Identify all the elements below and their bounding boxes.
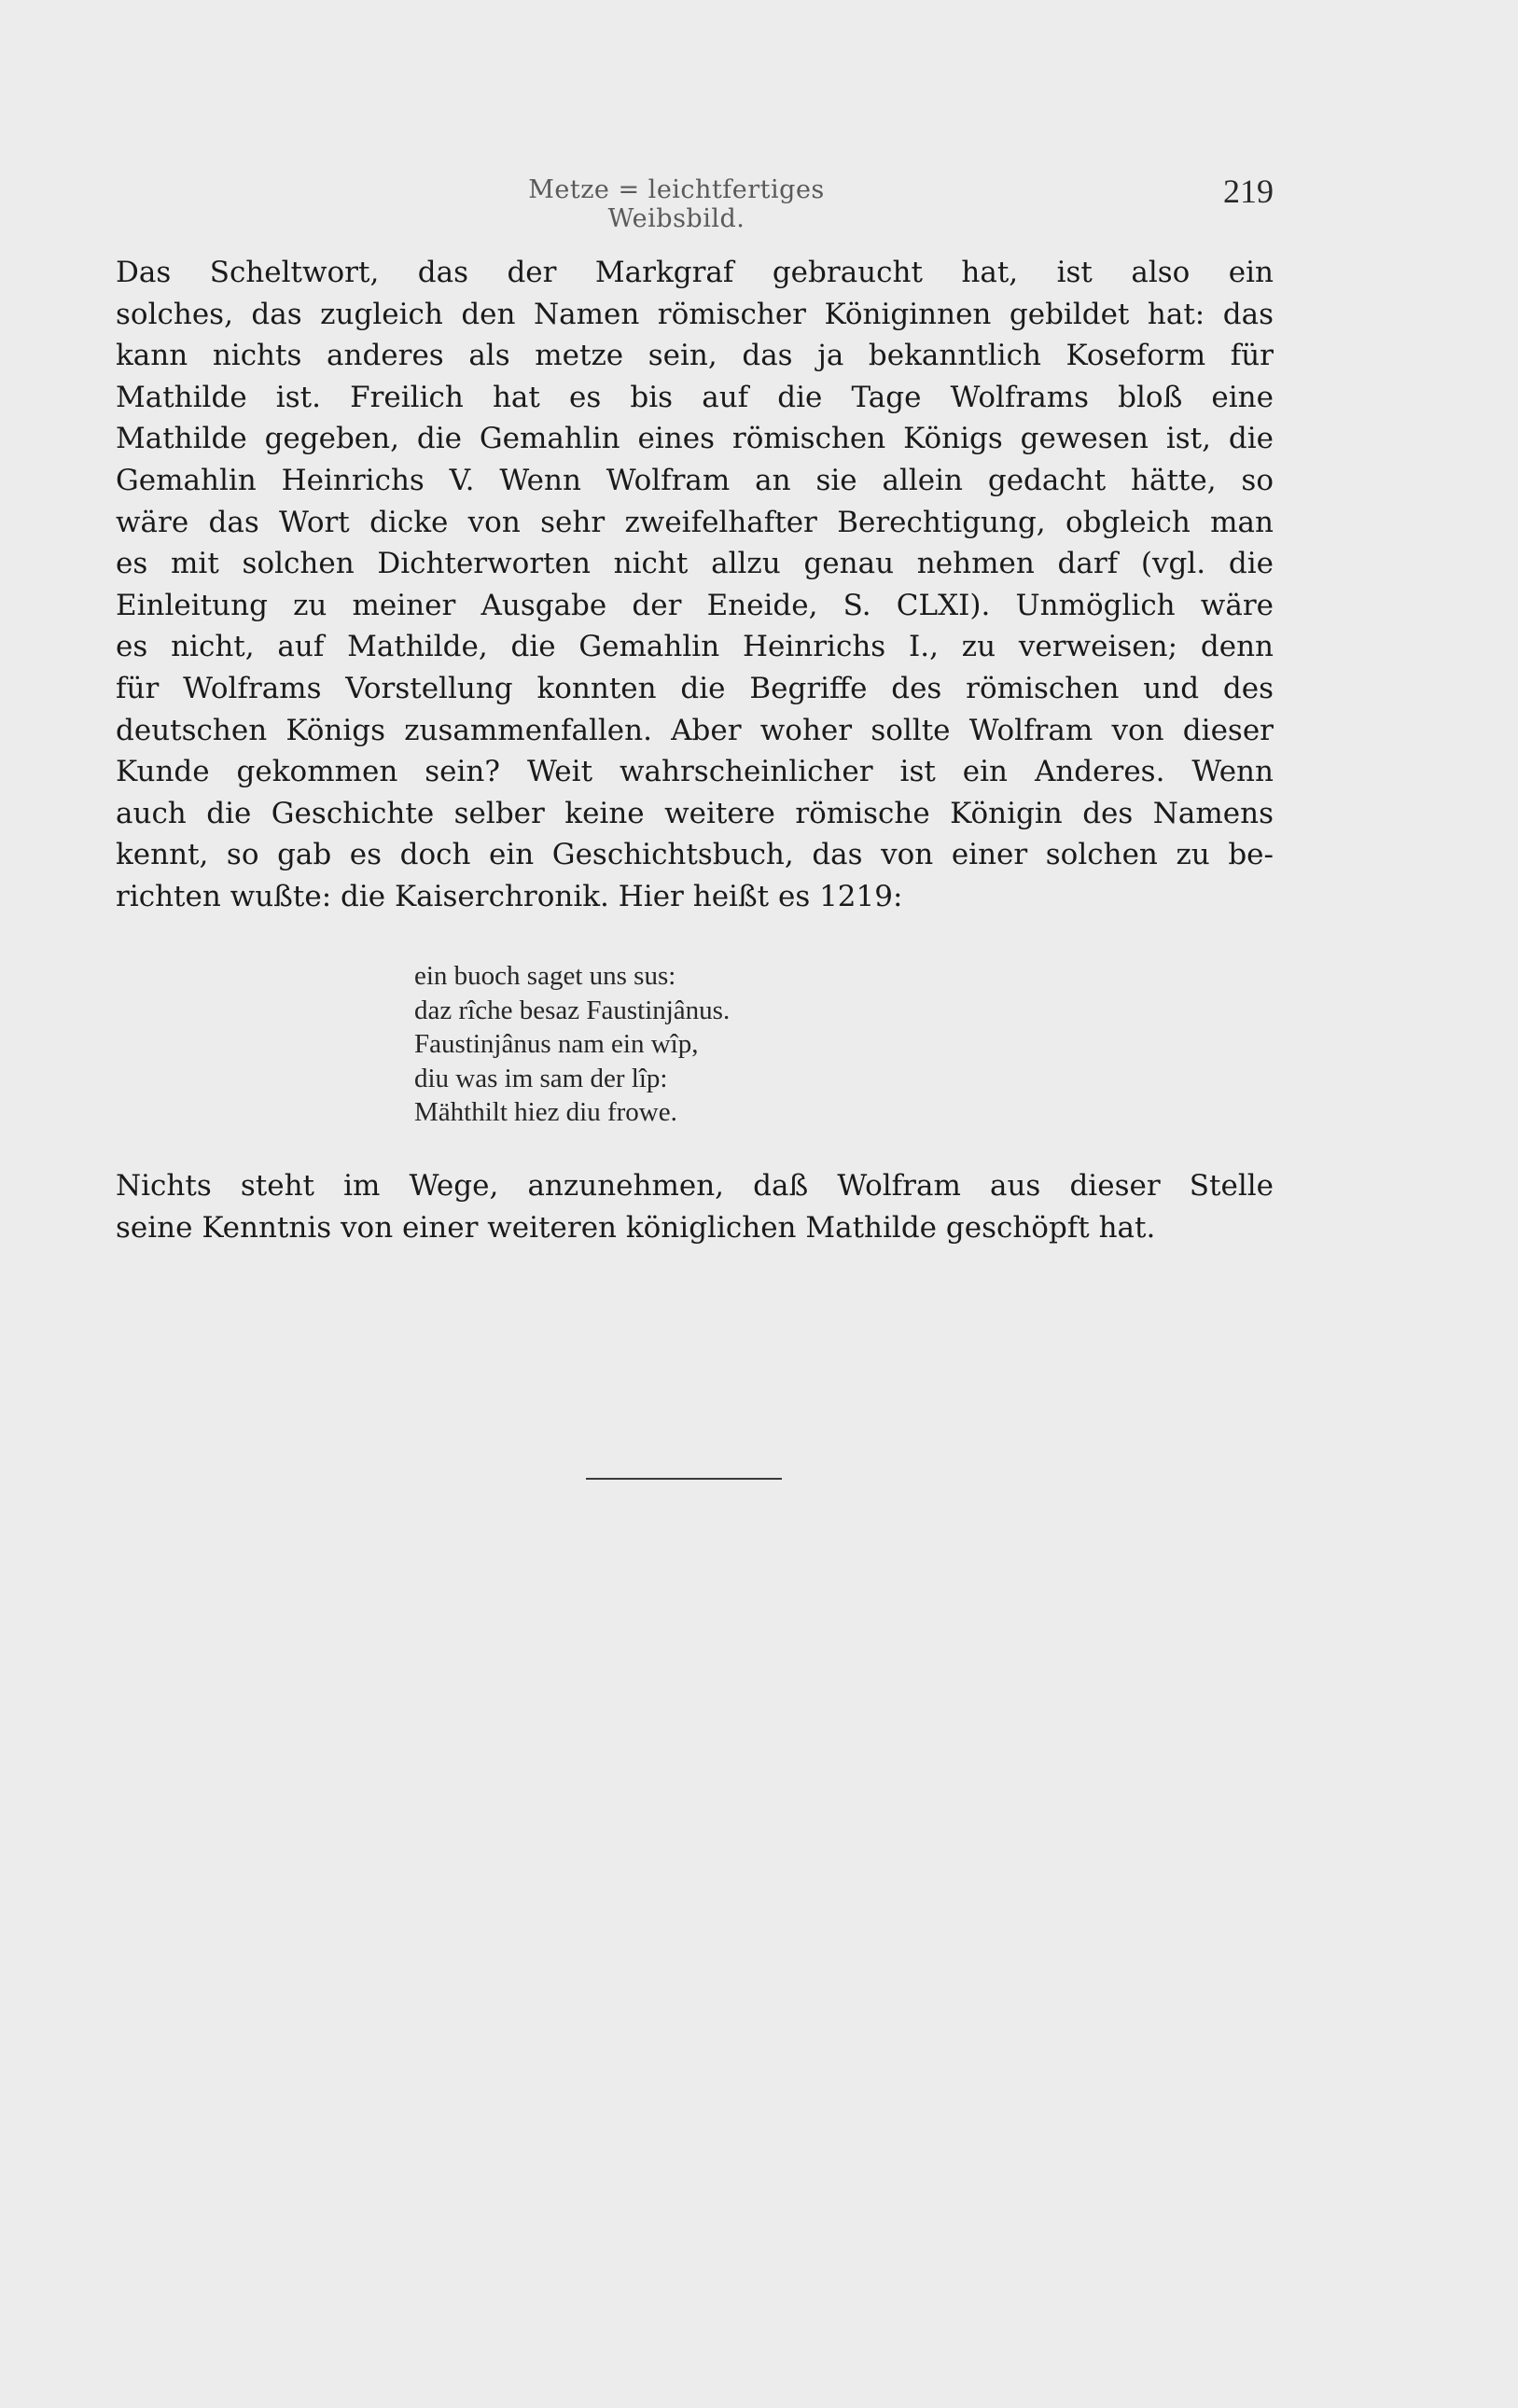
text-line: kann nichts anderes als metze sein, das ja bekanntlich Koseform für (116, 339, 1274, 373)
text-line: seine Kenntnis von einer weiteren königlichen Mathilde geschöpft hat. (116, 1211, 1156, 1245)
running-title: Metze = leichtfertiges Weibsbild. (528, 175, 825, 233)
text-line: es nicht, auf Mathilde, die Gemahlin Heinrichs I., zu verweisen; denn (116, 630, 1274, 664)
text-line: Gemahlin Heinrichs V. Wenn Wolfram an sie allein gedacht hätte, so (116, 463, 1274, 497)
text-line: es mit solchen Dichterworten nicht allzu genau nehmen darf (vgl. die (116, 547, 1274, 581)
paragraph-main (116, 252, 1274, 918)
text-line: für Wolframs Vorstellung konnten die Begriffe des römischen und des (116, 671, 1274, 705)
text-line: Kunde gekommen sein? Weit wahrscheinlicher ist ein Anderes. Wenn (116, 755, 1274, 789)
text-line: Nichts steht im Wege, anzunehmen, daß Wolfram aus dieser Stelle (116, 1169, 1274, 1203)
text-line: wäre das Wort dicke von sehr zweifelhafter Berechtigung, obgleich man (116, 505, 1274, 539)
verse-line: Faustinjânus nam ein wîp, (414, 1029, 699, 1060)
text-line: solches, das zugleich den Namen römischer Königinnen gebildet hat: das (116, 297, 1274, 331)
verse-line: diu was im sam der lîp: (414, 1063, 668, 1093)
text-line: kennt, so gab es doch ein Geschichtsbuch, das von einer solchen zu be- (116, 838, 1274, 872)
text-line: deutschen Königs zusammenfallen. Aber woher sollte Wolfram von dieser (116, 713, 1274, 747)
verse-line: ein buoch saget uns sus: (414, 961, 676, 991)
text-line: richten wußte: die Kaiserchronik. Hier heißt es 1219: (116, 879, 903, 913)
paragraph-closing (116, 1165, 1274, 1249)
verse-line: daz rîche besaz Faustinjânus. (414, 995, 731, 1025)
page-number: 219 (1223, 173, 1274, 210)
section-end-rule (586, 1478, 782, 1480)
text-line: auch die Geschichte selber keine weitere römische Königin des Namens (116, 796, 1274, 830)
page-header (173, 173, 1274, 233)
text-line: Mathilde ist. Freilich hat es bis auf die Tage Wolframs bloß eine (116, 380, 1274, 414)
verse-line: Mähthilt hiez diu frowe. (414, 1097, 677, 1128)
text-line: Das Scheltwort, das der Markgraf gebraucht hat, ist also ein (116, 256, 1274, 289)
text-line: Einleitung zu meiner Ausgabe der Eneide, S. CLXI). Unmöglich wäre (116, 588, 1274, 622)
text-line: Mathilde gegeben, die Gemahlin eines römischen Königs gewesen ist, die (116, 422, 1274, 456)
verse-quotation (414, 959, 730, 1130)
